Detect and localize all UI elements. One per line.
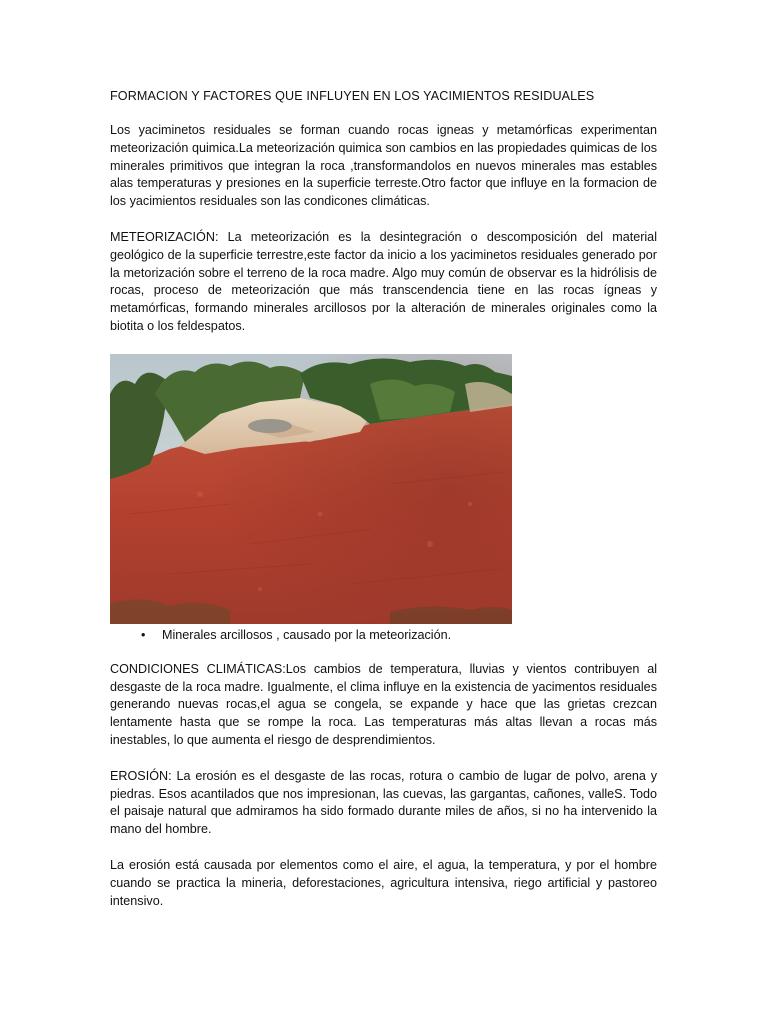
erosion-text: La erosión es el desgaste de las rocas, rotura o cambio de lugar de polvo, arena y piedras. Esos acantilados que nos impresionan, las cuevas, las gargantas, cañones, valleS. Todo el paisaje natural que admiramos ha sido formado durante miles de años, si no ha intervenido la mano del hombre. <box>110 768 657 837</box>
clima-paragraph <box>110 661 657 750</box>
bullet-icon: • <box>141 627 146 642</box>
meteorizacion-paragraph <box>110 229 657 336</box>
clima-text: Los cambios de temperatura, lluvias y vientos contribuyen al desgaste de la roca madre. Igualmente, el clima influye en la existencia de yacimentos residuales generando nuevas rocas,el agua se congela, se expande y hace que las grietas crezcan lentamente hasta que se rompe la roca. Las temperaturas más altas llevan a rocas más inestables, lo que aumenta el riesgo de desprendimientos. <box>110 661 657 747</box>
red-soil-outcrop-photo <box>110 354 512 624</box>
document-title: FORMACION Y FACTORES QUE INFLUYEN EN LOS YACIMIENTOS RESIDUALES <box>110 89 595 103</box>
meteorizacion-text: La meteorización es la desintegración o descomposición del material geológico de la superficie terrestre,este factor da inicio a los yaciminetos residuales generado por la metorización sobre el terreno de la roca madre. Algo muy común de observar es la hidrólisis de rocas, proceso de meteorización que más transcendencia tiene en las rocas ígneas y metamórficas, formando minerales arcillosos por la alteración de minerales originales como la biotita o los feldespatos. <box>110 229 657 333</box>
erosion-heading: EROSIÓN: <box>110 768 172 783</box>
photo-caption <box>110 626 657 644</box>
erosion-causes-paragraph: La erosión está causada por elementos como el aire, el agua, la temperatura, y por el hombre cuando se practica la mineria, deforestaciones, agricultura intensiva, riego artificial y pastoreo intensivo. <box>110 857 657 908</box>
caption-text: Minerales arcillosos , causado por la meteorización. <box>162 627 452 642</box>
clima-heading: CONDICIONES CLIMÁTICAS: <box>110 661 286 676</box>
meteorizacion-heading: METEORIZACIÓN: <box>110 229 219 244</box>
document-page <box>110 87 657 928</box>
intro-paragraph: Los yaciminetos residuales se forman cuando rocas igneas y metamórficas experimentan meteorización quimica.La meteorización quimica son cambios en las propiedades quimicas de los minerales primitivos que integran la roca ,transformandolos en nuevos minerales mas estables alas temperaturas y presiones en la superficie terreste.Otro factor que influye en la formacion de los yacimientos residuales son las condicones climáticas. <box>110 123 657 209</box>
erosion-paragraph <box>110 768 657 839</box>
